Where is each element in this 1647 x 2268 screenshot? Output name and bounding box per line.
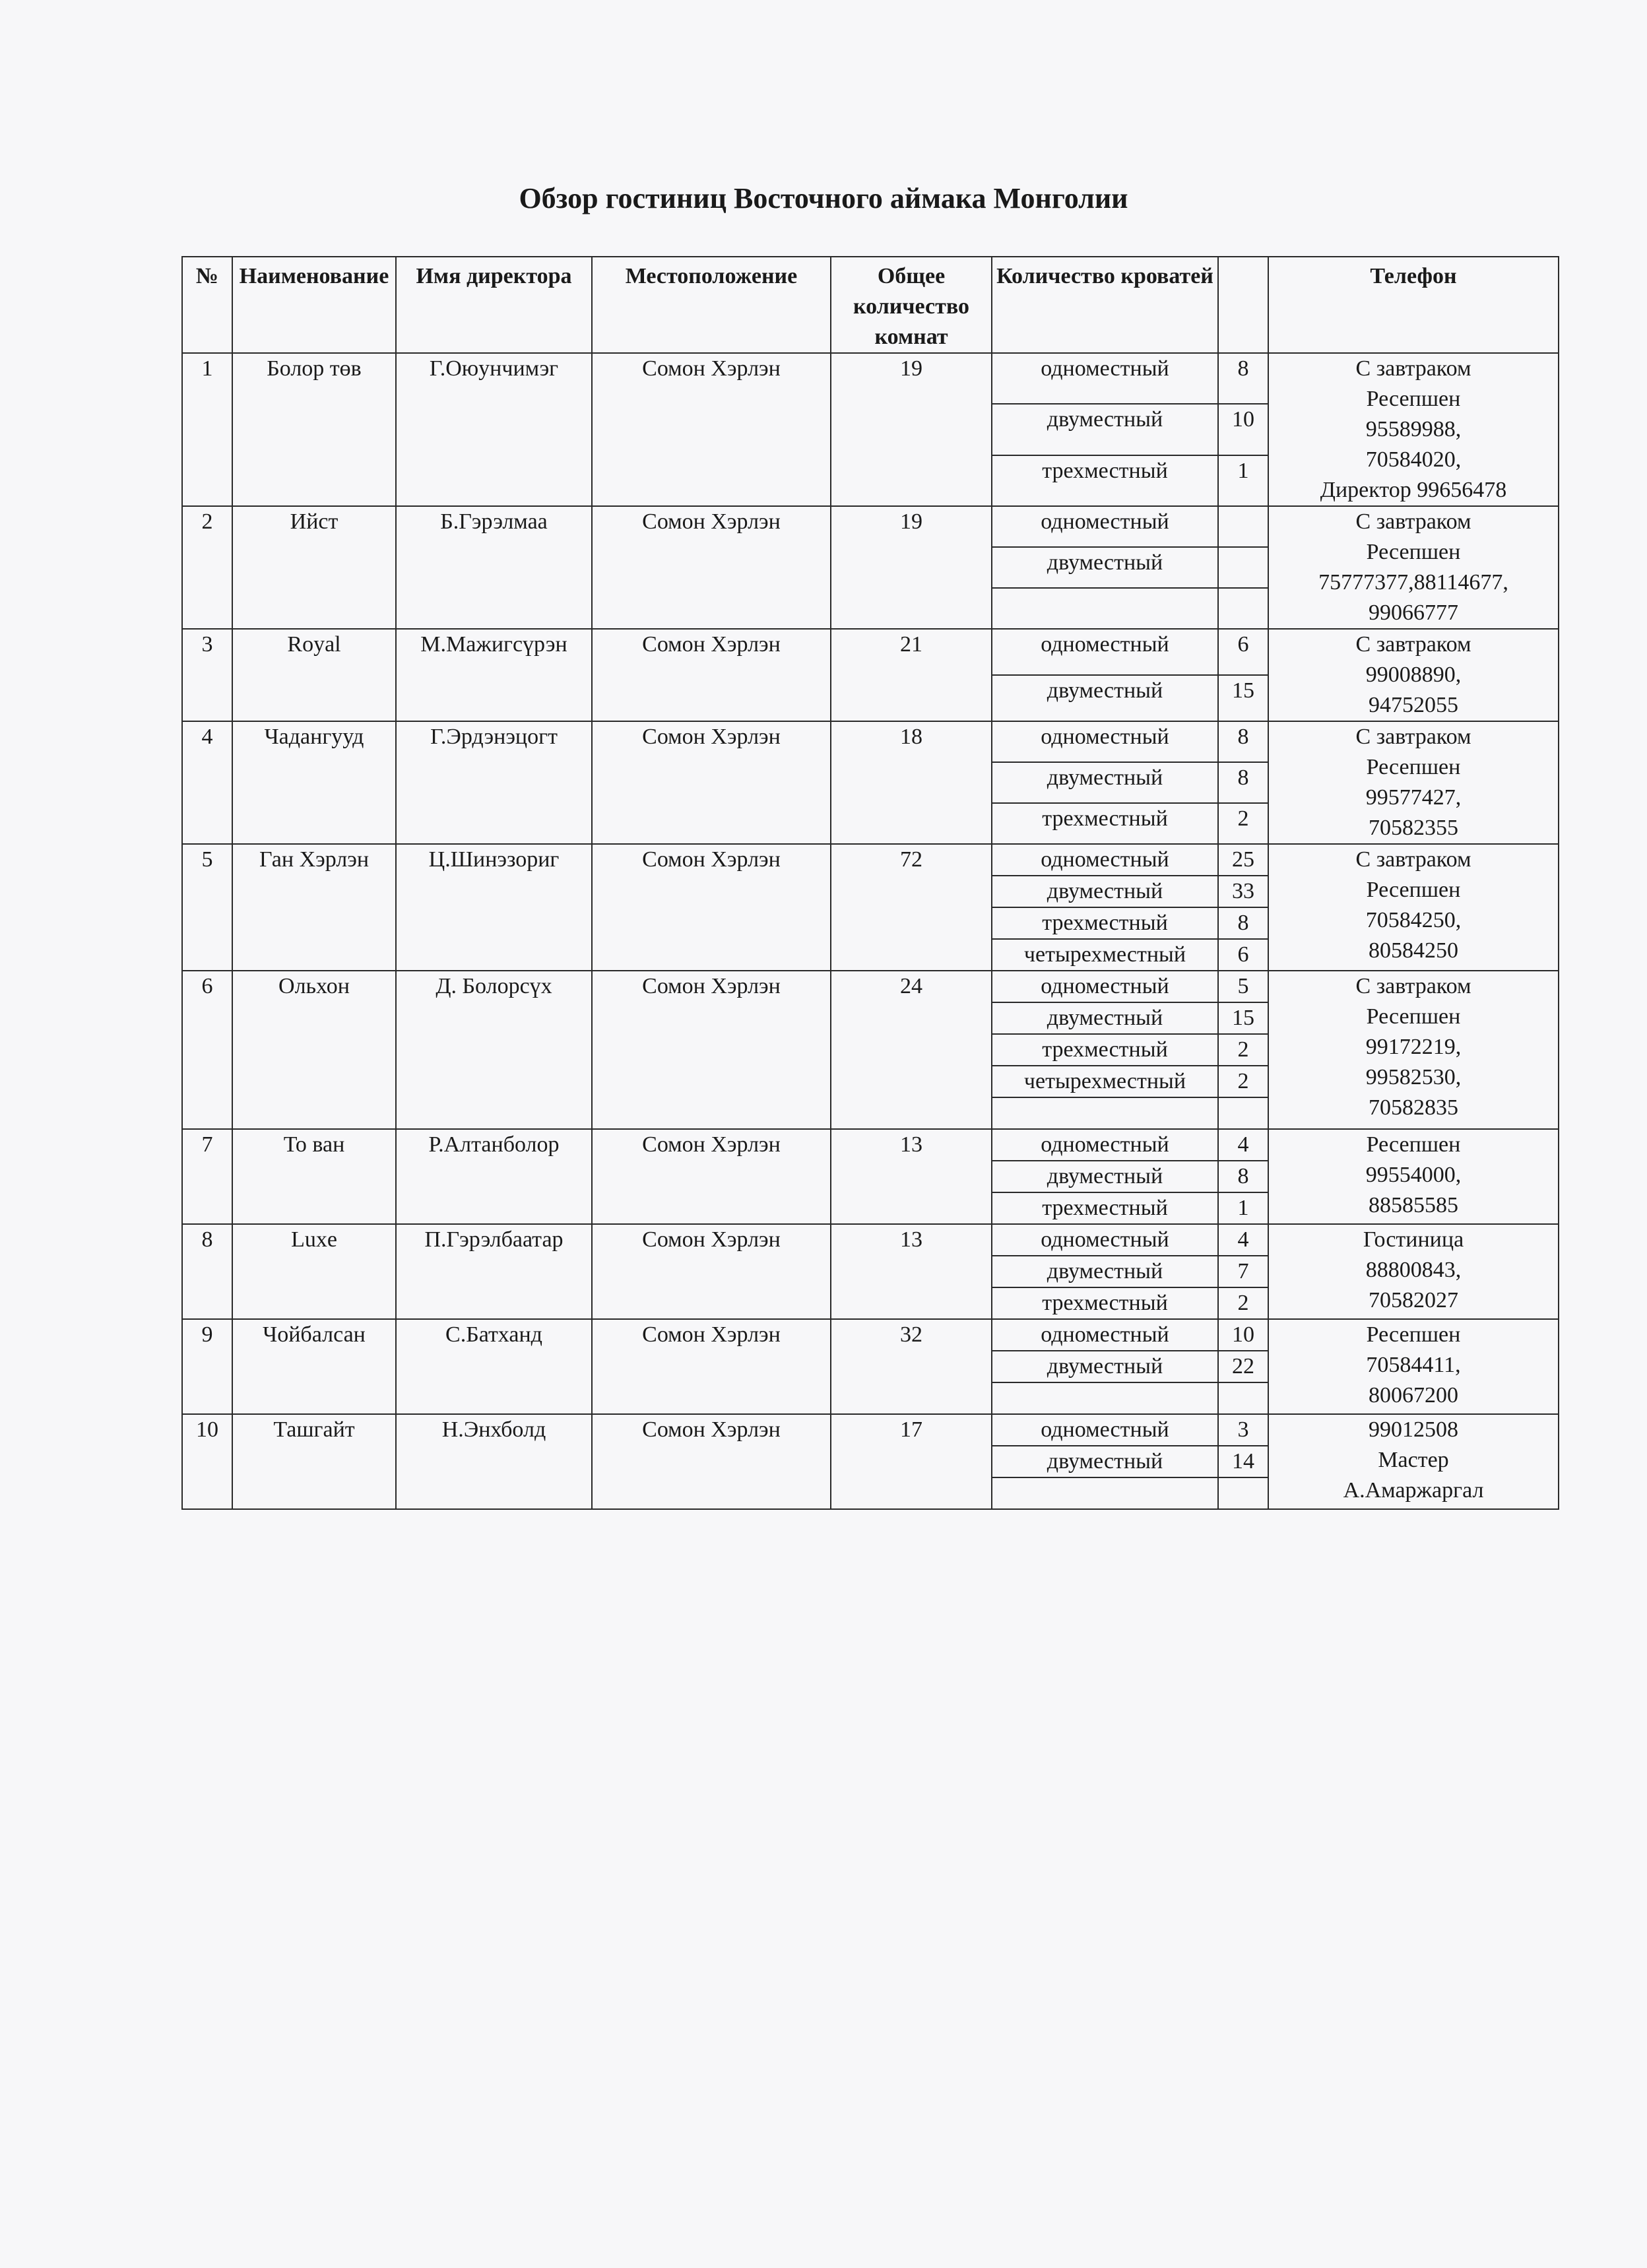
cell-bed-type: одноместный: [992, 844, 1218, 876]
phone-line: Ресепшен: [1366, 387, 1461, 411]
cell-bed-count: 8: [1218, 762, 1268, 803]
cell-rooms: 19: [831, 506, 992, 629]
cell-location: Сомон Хэрлэн: [592, 1319, 831, 1414]
phone-line: 75777377,88114677,: [1318, 570, 1508, 595]
cell-location: Сомон Хэрлэн: [592, 844, 831, 971]
cell-phone: [1268, 844, 1559, 971]
cell-rooms: 19: [831, 353, 992, 506]
cell-director: М.Мажигсүрэн: [396, 629, 592, 721]
phone-line: 99582530,: [1365, 1065, 1462, 1089]
phone-line: 70582355: [1369, 816, 1458, 840]
cell-location: Сомон Хэрлэн: [592, 1414, 831, 1509]
cell-num: 2: [182, 506, 232, 629]
cell-bed-count: 1: [1218, 1192, 1268, 1224]
cell-bed-count: 15: [1218, 675, 1268, 721]
phone-line: А.Амаржаргал: [1343, 1478, 1484, 1503]
phone-line: 88800843,: [1365, 1258, 1462, 1282]
cell-rooms: 18: [831, 721, 992, 844]
header-num: №: [182, 257, 232, 353]
cell-bed-type: двуместный: [992, 876, 1218, 907]
table-row: [182, 1319, 1559, 1351]
cell-rooms: 13: [831, 1129, 992, 1224]
cell-bed-type: одноместный: [992, 1129, 1218, 1161]
cell-num: 10: [182, 1414, 232, 1509]
cell-bed-count: 8: [1218, 1161, 1268, 1192]
phone-line: Гостиница: [1363, 1227, 1464, 1252]
phone-line: 70582027: [1369, 1288, 1458, 1312]
phone-line: 99066777: [1369, 600, 1458, 625]
cell-bed-count: 5: [1218, 971, 1268, 1002]
cell-bed-type: одноместный: [992, 353, 1218, 404]
cell-phone: [1268, 629, 1559, 721]
cell-rooms: 13: [831, 1224, 992, 1319]
cell-location: Сомон Хэрлэн: [592, 1129, 831, 1224]
cell-bed-type: [992, 1097, 1218, 1129]
cell-rooms: 72: [831, 844, 992, 971]
phone-line: 99008890,: [1365, 663, 1462, 687]
phone-line: Ресепшен: [1366, 540, 1461, 564]
cell-bed-type: трехместный: [992, 1034, 1218, 1066]
phone-line: 99172219,: [1365, 1035, 1462, 1059]
cell-bed-type: трехместный: [992, 803, 1218, 844]
cell-phone: [1268, 1319, 1559, 1414]
cell-director: П.Гэрэлбаатар: [396, 1224, 592, 1319]
phone-line: Директор 99656478: [1320, 478, 1507, 502]
cell-rooms: 24: [831, 971, 992, 1129]
phone-line: 70584250,: [1365, 908, 1462, 932]
cell-bed-count: 33: [1218, 876, 1268, 907]
cell-phone: [1268, 971, 1559, 1129]
cell-bed-count: 2: [1218, 1034, 1268, 1066]
phone-line: 95589988,: [1365, 417, 1462, 441]
cell-bed-type: [992, 1382, 1218, 1414]
cell-bed-type: одноместный: [992, 971, 1218, 1002]
cell-phone: [1268, 1129, 1559, 1224]
phone-line: Ресепшен: [1366, 1004, 1461, 1029]
phone-line: 80067200: [1369, 1383, 1458, 1408]
cell-director: Б.Гэрэлмаа: [396, 506, 592, 629]
cell-bed-type: трехместный: [992, 1287, 1218, 1319]
cell-name: Royal: [232, 629, 396, 721]
cell-bed-count: 8: [1218, 721, 1268, 762]
cell-bed-count: 1: [1218, 455, 1268, 506]
cell-location: Сомон Хэрлэн: [592, 721, 831, 844]
cell-bed-count: 6: [1218, 629, 1268, 675]
cell-director: Г.Эрдэнэцогт: [396, 721, 592, 844]
header-location: Местоположение: [592, 257, 831, 353]
cell-bed-type: трехместный: [992, 455, 1218, 506]
cell-name: Болор төв: [232, 353, 396, 506]
phone-line: Ресепшен: [1366, 755, 1461, 779]
cell-bed-type: двуместный: [992, 547, 1218, 588]
cell-bed-count: 2: [1218, 1066, 1268, 1097]
cell-bed-type: одноместный: [992, 1414, 1218, 1446]
phone-line: 99012508: [1369, 1417, 1458, 1442]
cell-name: Чойбалсан: [232, 1319, 396, 1414]
cell-bed-count: 8: [1218, 353, 1268, 404]
table-row: [182, 629, 1559, 675]
cell-bed-count: [1218, 1477, 1268, 1509]
cell-phone: [1268, 1224, 1559, 1319]
cell-bed-count: 6: [1218, 939, 1268, 971]
table-row: [182, 721, 1559, 762]
hotels-table: [181, 256, 1559, 1510]
cell-num: 5: [182, 844, 232, 971]
cell-name: Ийст: [232, 506, 396, 629]
cell-bed-type: двуместный: [992, 1351, 1218, 1382]
cell-director: С.Батханд: [396, 1319, 592, 1414]
header-rooms: Общее количество комнат: [831, 257, 992, 353]
phone-line: 80584250: [1369, 938, 1458, 963]
cell-num: 9: [182, 1319, 232, 1414]
table-row: [182, 506, 1559, 547]
phone-line: Ресепшен: [1366, 1322, 1461, 1347]
cell-bed-type: трехместный: [992, 1192, 1218, 1224]
cell-bed-count: 3: [1218, 1414, 1268, 1446]
cell-bed-count: 4: [1218, 1224, 1268, 1256]
phone-line: 88585585: [1369, 1193, 1458, 1217]
table-row: [182, 353, 1559, 404]
cell-name: Ган Хэрлэн: [232, 844, 396, 971]
table-row: [182, 1414, 1559, 1446]
cell-bed-count: 10: [1218, 1319, 1268, 1351]
cell-director: Н.Энхболд: [396, 1414, 592, 1509]
cell-bed-type: одноместный: [992, 506, 1218, 547]
cell-bed-count: 10: [1218, 404, 1268, 455]
cell-bed-type: двуместный: [992, 1161, 1218, 1192]
table-row: [182, 1224, 1559, 1256]
cell-bed-count: 14: [1218, 1446, 1268, 1477]
cell-bed-count: 2: [1218, 803, 1268, 844]
phone-line: С завтраком: [1355, 725, 1471, 749]
cell-location: Сомон Хэрлэн: [592, 629, 831, 721]
phone-line: 99577427,: [1365, 785, 1462, 810]
cell-name: Ташгайт: [232, 1414, 396, 1509]
cell-bed-type: одноместный: [992, 721, 1218, 762]
cell-bed-count: [1218, 547, 1268, 588]
cell-num: 6: [182, 971, 232, 1129]
cell-name: То ван: [232, 1129, 396, 1224]
cell-bed-count: [1218, 588, 1268, 629]
cell-bed-count: 8: [1218, 907, 1268, 939]
header-director: Имя директора: [396, 257, 592, 353]
cell-bed-type: [992, 588, 1218, 629]
cell-bed-type: [992, 1477, 1218, 1509]
cell-director: Ц.Шинэзориг: [396, 844, 592, 971]
table-row: [182, 971, 1559, 1002]
cell-bed-count: 15: [1218, 1002, 1268, 1034]
cell-name: Ольхон: [232, 971, 396, 1129]
cell-location: Сомон Хэрлэн: [592, 971, 831, 1129]
cell-phone: [1268, 721, 1559, 844]
cell-phone: [1268, 1414, 1559, 1509]
phone-line: Мастер: [1378, 1448, 1449, 1472]
cell-bed-type: двуместный: [992, 1002, 1218, 1034]
cell-bed-type: четырехместный: [992, 939, 1218, 971]
phone-line: 94752055: [1369, 693, 1458, 717]
cell-num: 7: [182, 1129, 232, 1224]
phone-line: 70584020,: [1365, 447, 1462, 472]
phone-line: С завтраком: [1355, 847, 1471, 872]
table-header-row: [182, 257, 1559, 353]
header-beds: Количество кроватей: [992, 257, 1218, 353]
cell-bed-type: трехместный: [992, 907, 1218, 939]
phone-line: С завтраком: [1355, 974, 1471, 998]
phone-line: Ресепшен: [1366, 878, 1461, 902]
cell-location: Сомон Хэрлэн: [592, 506, 831, 629]
cell-director: Д. Болорсүх: [396, 971, 592, 1129]
phone-line: Ресепшен: [1366, 1132, 1461, 1157]
cell-bed-count: [1218, 1382, 1268, 1414]
header-count: [1218, 257, 1268, 353]
cell-num: 1: [182, 353, 232, 506]
cell-name: Чадангууд: [232, 721, 396, 844]
cell-bed-type: одноместный: [992, 1224, 1218, 1256]
cell-rooms: 32: [831, 1319, 992, 1414]
cell-name: Luxe: [232, 1224, 396, 1319]
cell-num: 4: [182, 721, 232, 844]
cell-bed-count: 7: [1218, 1256, 1268, 1287]
cell-phone: [1268, 353, 1559, 506]
cell-bed-count: 2: [1218, 1287, 1268, 1319]
phone-line: С завтраком: [1355, 356, 1471, 381]
header-phone: Телефон: [1268, 257, 1559, 353]
cell-bed-count: 25: [1218, 844, 1268, 876]
cell-location: Сомон Хэрлэн: [592, 353, 831, 506]
phone-line: С завтраком: [1355, 509, 1471, 534]
cell-bed-type: двуместный: [992, 404, 1218, 455]
cell-bed-count: 4: [1218, 1129, 1268, 1161]
cell-bed-type: двуместный: [992, 1256, 1218, 1287]
cell-bed-type: двуместный: [992, 1446, 1218, 1477]
cell-rooms: 21: [831, 629, 992, 721]
phone-line: 70584411,: [1366, 1353, 1461, 1377]
cell-bed-type: четырехместный: [992, 1066, 1218, 1097]
cell-rooms: 17: [831, 1414, 992, 1509]
cell-bed-type: одноместный: [992, 629, 1218, 675]
cell-num: 3: [182, 629, 232, 721]
document-title: Обзор гостиниц Восточного аймака Монголии: [519, 182, 1128, 214]
cell-phone: [1268, 506, 1559, 629]
cell-bed-count: [1218, 1097, 1268, 1129]
phone-line: 70582835: [1369, 1095, 1458, 1120]
cell-director: Г.Оюунчимэг: [396, 353, 592, 506]
cell-bed-count: [1218, 506, 1268, 547]
cell-bed-count: 22: [1218, 1351, 1268, 1382]
table-body: [182, 353, 1559, 1509]
cell-num: 8: [182, 1224, 232, 1319]
cell-director: Р.Алтанболор: [396, 1129, 592, 1224]
cell-bed-type: двуместный: [992, 762, 1218, 803]
phone-line: 99554000,: [1365, 1163, 1462, 1187]
phone-line: С завтраком: [1355, 632, 1471, 657]
cell-bed-type: двуместный: [992, 675, 1218, 721]
cell-location: Сомон Хэрлэн: [592, 1224, 831, 1319]
table-row: [182, 1129, 1559, 1161]
table-row: [182, 844, 1559, 876]
header-name: Наименование: [232, 257, 396, 353]
cell-bed-type: одноместный: [992, 1319, 1218, 1351]
